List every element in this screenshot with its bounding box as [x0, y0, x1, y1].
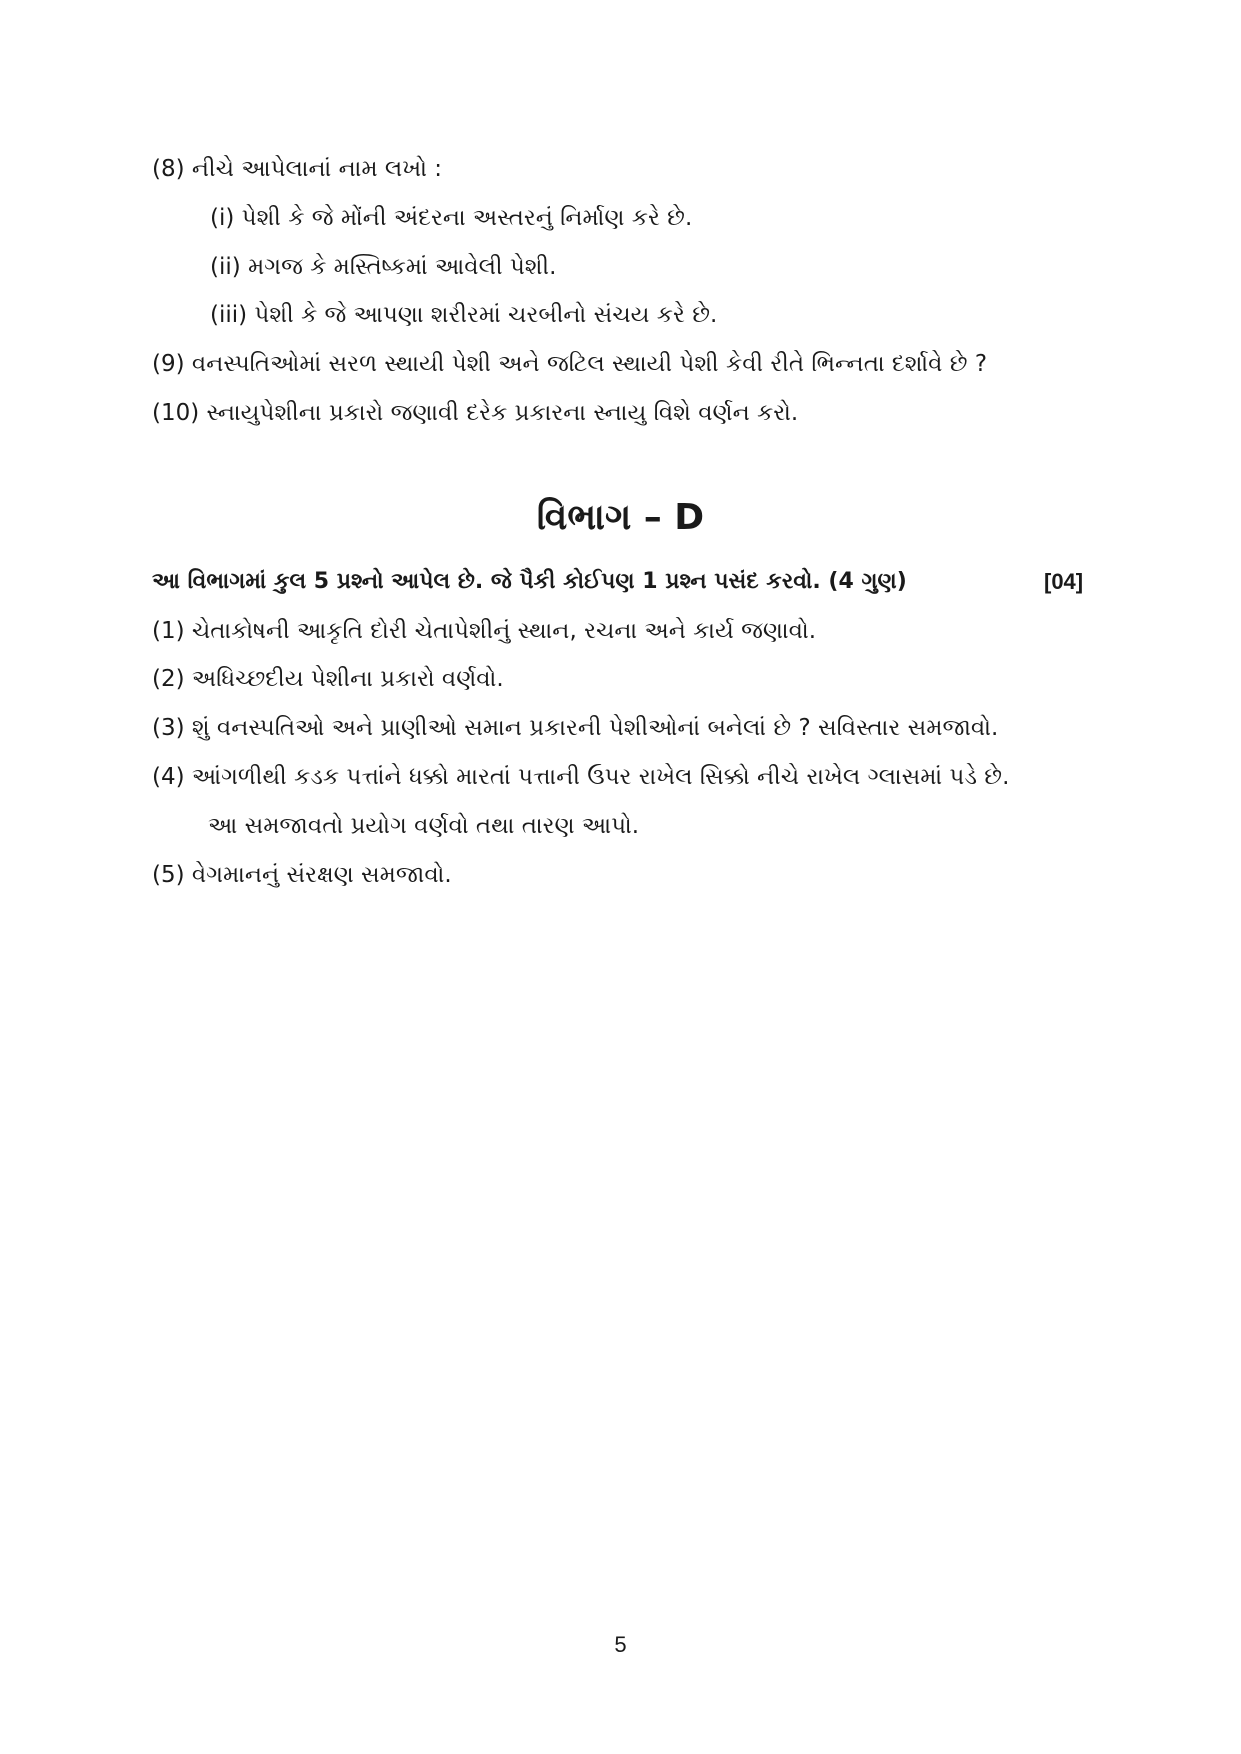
page-number: 5: [614, 1632, 627, 1657]
section-d-heading: વિભાગ – D: [536, 497, 705, 538]
section-d-question-4-continuation: આ સમજાવતો પ્રયોગ વર્ણવો તથા તારણ આપો.: [208, 813, 640, 839]
section-d-question-3: (3) શું વનસ્પતિઓ અને પ્રાણીઓ સમાન પ્રકારની પેશીઓનાં બનેલાં છે ? સવિસ્તાર સમજાવો.: [152, 715, 999, 741]
section-d-instruction: આ વિભાગમાં કુલ 5 પ્રશ્નો આપેલ છે. જે પૈકી કોઈપણ 1 પ્રશ્ન પસંદ કરવો. (4 ગુણ): [152, 569, 907, 594]
section-d-question-5: (5) વેગમાનનું સંરક્ષણ સમજાવો.: [152, 862, 452, 888]
section-d-marks: [04]: [1044, 569, 1084, 594]
section-d-question-4: (4) આંગળીથી કડક પત્તાંને ધક્કો મારતાં પત્તાની ઉપર રાખેલ સિક્કો નીચે રાખેલ ગ્લાસમાં પડે છે.: [152, 764, 1010, 790]
question-8: (8) નીચે આપેલાનાં નામ લખો :: [152, 156, 443, 182]
question-8-part-i: (i) પેશી કે જે મોંની અંદરના અસ્તરનું નિર્માણ કરે છે.: [210, 205, 693, 231]
question-8-part-iii: (iii) પેશી કે જે આપણા શરીરમાં ચરબીનો સંચય કરે છે.: [210, 302, 718, 328]
section-d-question-1: (1) ચેતાકોષની આકૃતિ દોરી ચેતાપેશીનું સ્થાન, રચના અને કાર્ય જણાવો.: [152, 618, 817, 644]
question-9: (9) વનસ્પતિઓમાં સરળ સ્થાયી પેશી અને જટિલ સ્થાયી પેશી કેવી રીતે ભિન્નતા દર્શાવે છે ?: [152, 351, 988, 377]
section-d-question-2: (2) અધિચ્છદીય પેશીના પ્રકારો વર્ણવો.: [152, 666, 504, 692]
question-8-part-ii: (ii) મગજ કે મસ્તિષ્કમાં આવેલી પેશી.: [210, 254, 557, 280]
question-10: (10) સ્નાયુપેશીના પ્રકારો જણાવી દરેક પ્રકારના સ્નાયુ વિશે વર્ણન કરો.: [152, 400, 799, 426]
